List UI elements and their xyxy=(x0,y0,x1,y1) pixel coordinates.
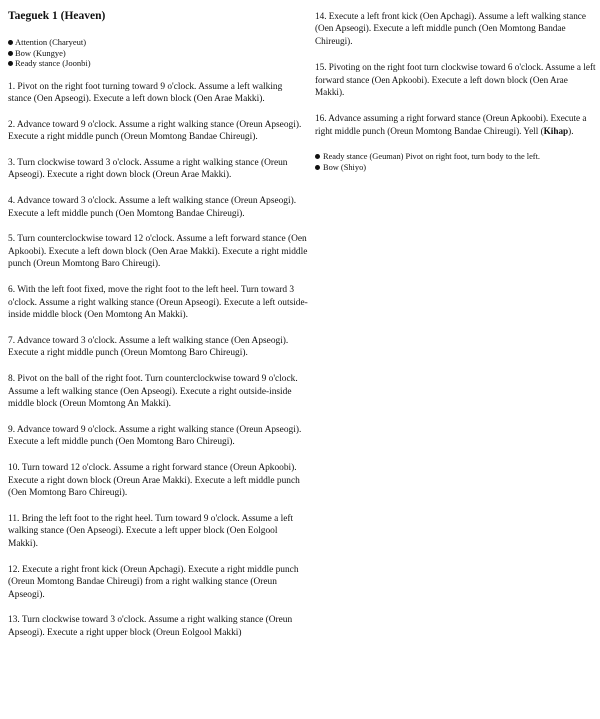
closing-bullet-bow: Bow (Shiyo) xyxy=(315,162,597,173)
step-1: 1. Pivot on the right foot turning toward 9 o'clock. Assume a left walking stance (Oen Apseogi). Execute a left down block (Oen Arae Makki). xyxy=(8,81,283,105)
step-16-text: 16. Advance assuming a right forward stance (Oreun Apkoobi). Execute a right middle punch (Oreun Momtong Bandae Chireugi). Yell ( xyxy=(315,113,587,136)
step-16-close: ). xyxy=(568,125,574,136)
step-16 xyxy=(315,112,597,137)
step-7: 7. Advance toward 3 o'clock. Assume a left walking stance (Oen Apseogi). Execute a right middle punch (Oreun Momtong Baro Chireugi). xyxy=(8,335,289,359)
kihap-word: Kihap xyxy=(543,125,569,136)
step-5: 5. Turn counterclockwise toward 12 o'clock. Assume a left forward stance (Oen Apkoobi). Execute a left down block (Oen Arae Makki). Execute a right middle punch (Oreun Momtong Baro Chireugi). xyxy=(8,234,308,270)
step-9: 9. Advance toward 9 o'clock. Assume a right walking stance (Oreun Apseogi). Execute a left middle punch (Oen Momtong Baro Chireugi). xyxy=(8,424,302,448)
step-10: 10. Turn toward 12 o'clock. Assume a right forward stance (Oreun Apkoobi). Execute a right down block (Oreun Arae Makki). Execute a left middle punch (Oen Momtong Baro Chireugi). xyxy=(8,462,300,499)
step-8: 8. Pivot on the ball of the right foot. Turn counterclockwise toward 9 o'clock. Assume a left walking stance (Oen Apseogi). Execute a right outside-inside middle block (Oreun Momtong An Makki). xyxy=(8,374,298,410)
left-column xyxy=(8,10,308,653)
intro-bullet-list xyxy=(8,37,308,69)
step-4: 4. Advance toward 3 o'clock. Assume a left walking stance (Oreun Apseogi). Execute a left middle punch (Oen Momtong Bandae Chireugi). xyxy=(8,196,297,219)
step-2: 2. Advance toward 9 o'clock. Assume a right walking stance (Oreun Apseogi). Execute a right middle punch (Oreun Momtong Bandae Chireugi). xyxy=(8,119,302,143)
step-3: 3. Turn clockwise toward 3 o'clock. Assume a right walking stance (Oreun Apseogi). Execute a right down block (Oreun Arae Makki). xyxy=(8,157,288,181)
step-12: 12. Execute a right front kick (Oreun Apchagi). Execute a right middle punch (Oreun Momtong Bandae Chireugi) from a right walking stance (Oreun Apseogi). xyxy=(8,564,299,600)
intro-bullet-ready: Ready stance (Joonbi) xyxy=(8,58,308,69)
intro-bullet-bow: Bow (Kungye) xyxy=(8,48,308,59)
intro-bullet-attention: Attention (Charyeut) xyxy=(8,37,308,48)
step-11: 11. Bring the left foot to the right heel. Turn toward 9 o'clock. Assume a left walking stance (Oen Apseogi). Execute a left upper block (Oen Eolgool Makki). xyxy=(8,513,294,549)
closing-bullet-list xyxy=(315,151,597,173)
step-14: 14. Execute a left front kick (Oen Apchagi). Assume a left walking stance (Oen Apseogi). Execute a left middle punch (Oen Momtong Bandae Chireugi). xyxy=(315,11,586,46)
step-15: 15. Pivoting on the right foot turn clockwise toward 6 o'clock. Assume a left forward stance (Oen Apkoobi). Execute a left down block (Oen Arae Makki). xyxy=(315,62,596,98)
form-title: Taeguek 1 (Heaven) xyxy=(8,10,106,22)
closing-bullet-ready: Ready stance (Geuman) Pivot on right foot, turn body to the left. xyxy=(315,151,597,162)
right-column xyxy=(315,10,597,173)
step-13: 13. Turn clockwise toward 3 o'clock. Assume a right walking stance (Oreun Apseogi). Execute a right upper block (Oreun Eolgool Makki) xyxy=(8,615,293,638)
step-6: 6. With the left foot fixed, move the right foot to the left heel. Turn toward 3 o'clock. Assume a right walking stance (Oreun Apseogi). Execute a left outside-inside middle block (Oen Momtong An Makki). xyxy=(8,285,308,321)
